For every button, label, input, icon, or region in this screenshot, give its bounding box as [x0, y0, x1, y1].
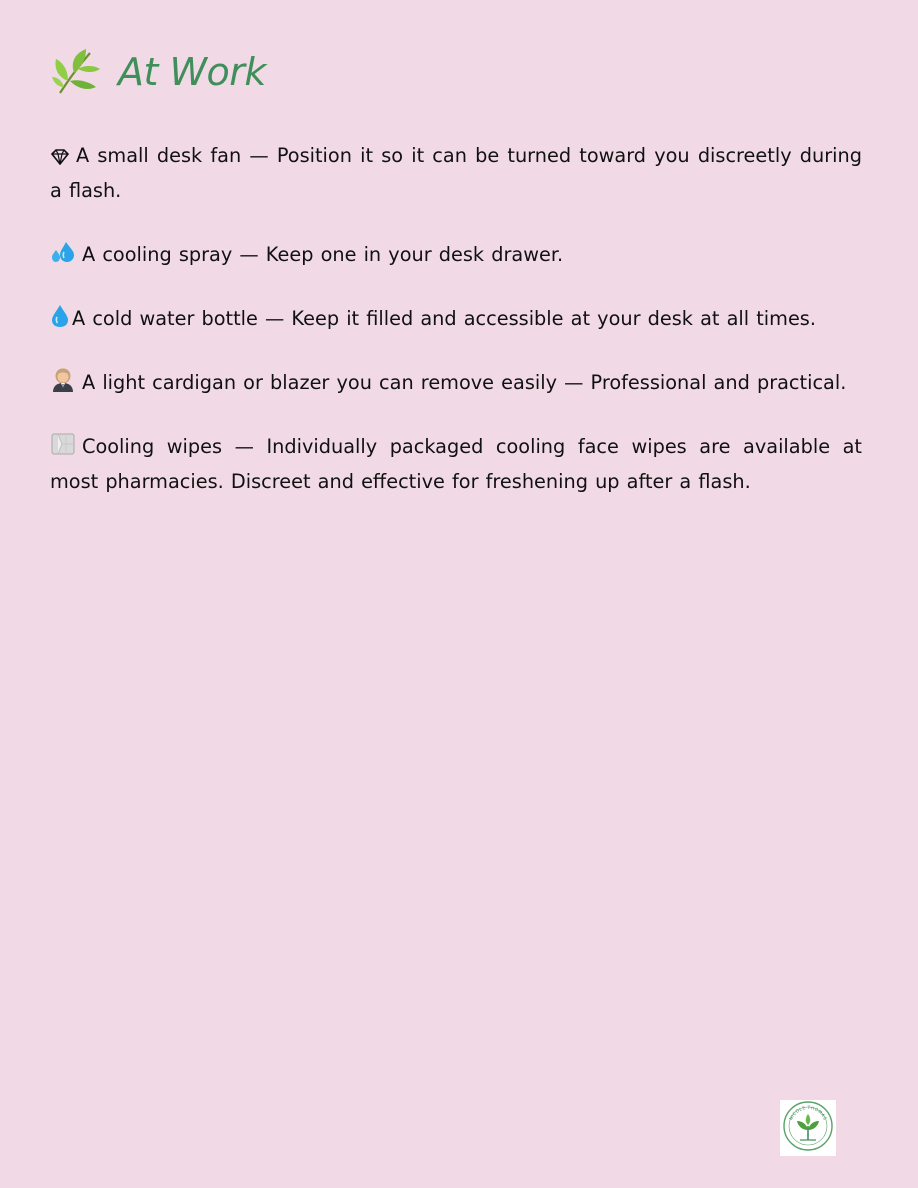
- sweat-droplets-icon: [50, 240, 76, 264]
- tip-item: [50, 365, 862, 400]
- page-title: At Work: [118, 50, 266, 94]
- tip-text: A light cardigan or blazer you can remove easily — Professional and practical.: [82, 371, 847, 394]
- tip-text: A cold water bottle — Keep it filled and accessible at your desk at all times.: [72, 307, 816, 330]
- page-content: [50, 44, 862, 528]
- tip-text: Cooling wipes — Individually packaged cooling face wipes are available at most pharmacies. Discreet and effective for freshening up after a flash.: [50, 435, 862, 493]
- tip-item: [50, 138, 862, 208]
- herb-leaf-icon: [50, 45, 104, 99]
- section-heading: [50, 44, 862, 100]
- tip-item: [50, 429, 862, 499]
- tip-item: [50, 237, 862, 272]
- tip-text: A small desk fan — Position it so it can be turned toward you discreetly during a flash.: [50, 144, 862, 202]
- svg-text:NICOLE THOMAS: NICOLE THOMAS: [789, 1105, 827, 1122]
- brand-seal-icon: [782, 1100, 834, 1156]
- brand-logo: [780, 1100, 836, 1156]
- droplet-icon: [50, 304, 70, 328]
- diamond-icon: [50, 149, 70, 165]
- tips-list: [50, 138, 862, 499]
- tip-item: [50, 301, 862, 336]
- office-worker-icon: [50, 366, 76, 392]
- tip-text: A cooling spray — Keep one in your desk drawer.: [82, 243, 564, 266]
- tissue-roll-icon: [50, 432, 76, 456]
